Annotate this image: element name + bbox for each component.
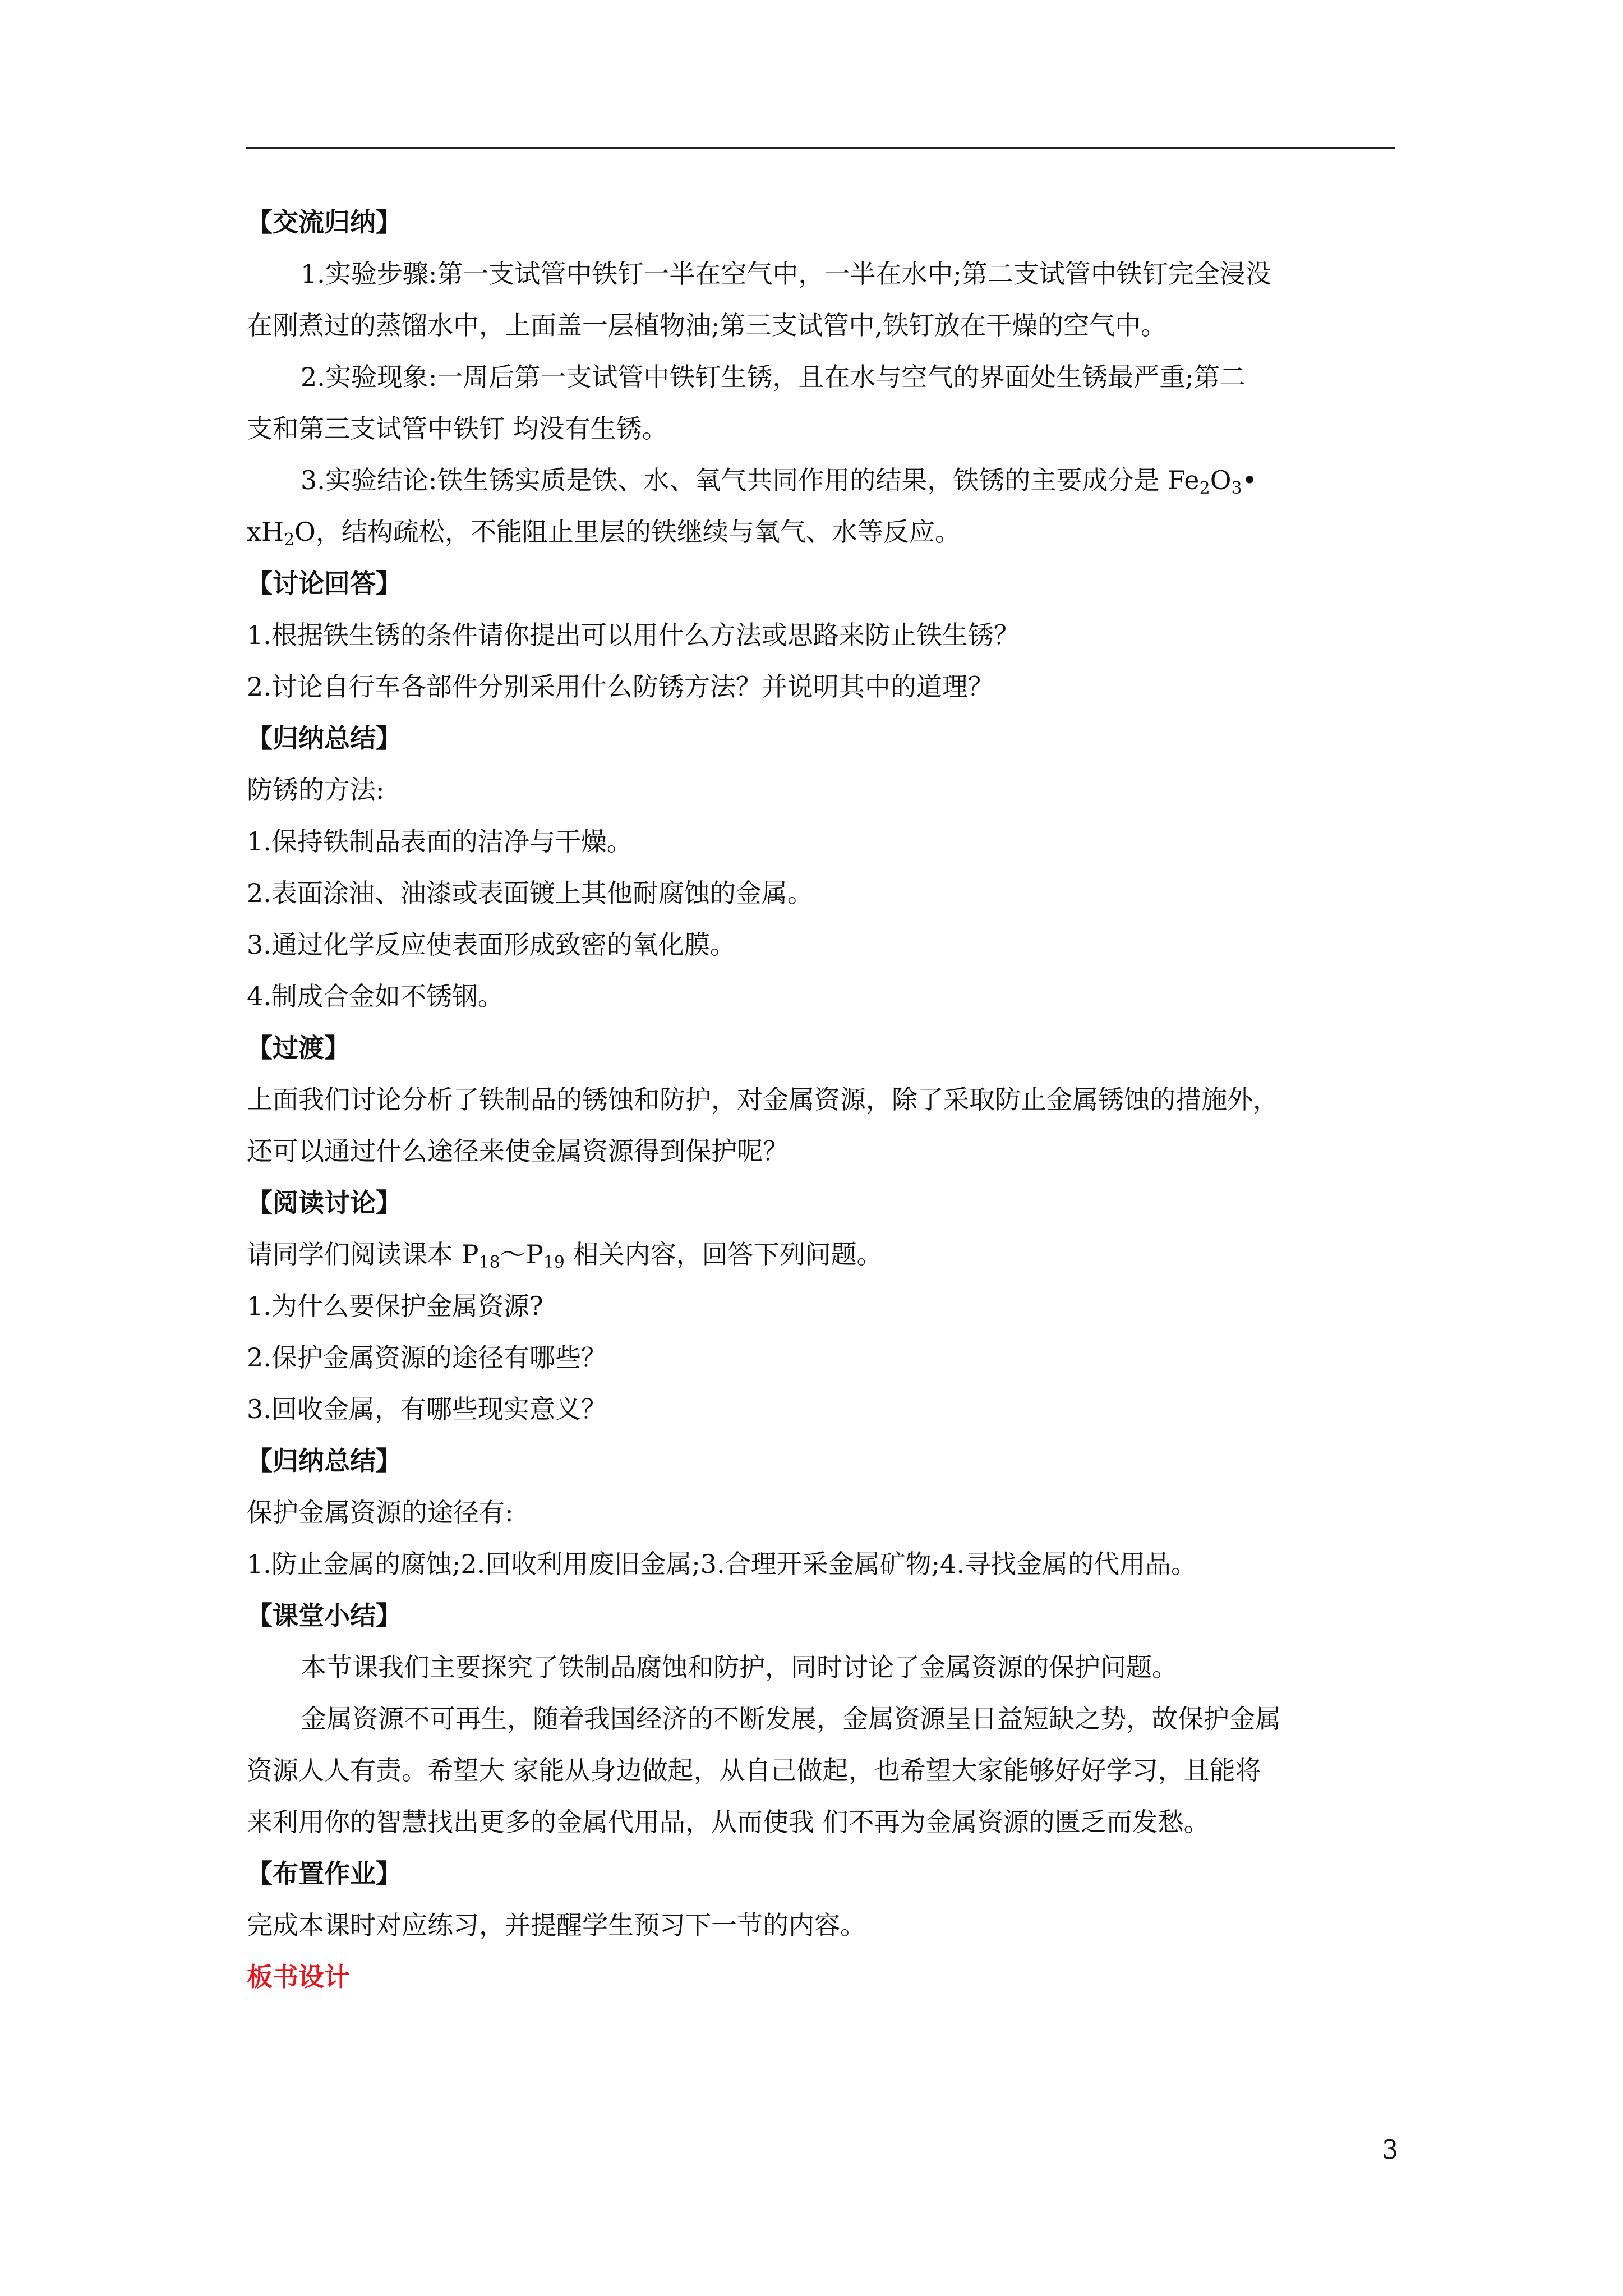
question-line: 2.讨论自行车各部件分别采用什么防锈方法？并说明其中的道理？	[247, 671, 994, 702]
paragraph-line: 保护金属资源的途径有:	[247, 1497, 514, 1527]
question-line: 3.回收金属，有哪些现实意义？	[247, 1394, 607, 1424]
paragraph-line	[247, 1228, 1396, 1280]
text-run: 相关内容，回答下列问题。	[564, 1239, 883, 1269]
subscript: 3	[1231, 478, 1242, 498]
question-line: 1.根据铁生锈的条件请你提出可以用什么方法或思路来防止铁生锈？	[247, 620, 1020, 650]
paragraph-line-formula	[247, 454, 1396, 506]
section-heading-homework: 【布置作业】	[247, 1858, 402, 1889]
list-item: 3.通过化学反应使表面形成致密的氧化膜。	[247, 930, 736, 960]
subscript: 2	[284, 530, 295, 550]
paragraph-line: 还可以通过什么途径来使金属资源得到保护呢？	[247, 1136, 789, 1166]
subscript: 2	[1199, 478, 1210, 498]
text-run: O，结构疏松，不能阻止里层的铁继续与氧气、水等反应。	[294, 517, 961, 547]
list-item: 2.表面涂油、油漆或表面镀上其他耐腐蚀的金属。	[247, 878, 813, 908]
paragraph-line: 本节课我们主要探究了铁制品腐蚀和防护，同时讨论了金属资源的保护问题。	[301, 1652, 1178, 1682]
section-heading-discuss: 【讨论回答】	[247, 568, 402, 599]
list-item: 4.制成合金如不锈钢。	[247, 981, 504, 1011]
subscript: 19	[543, 1253, 565, 1272]
section-heading-transition: 【过渡】	[247, 1033, 350, 1063]
header-rule	[246, 147, 1395, 149]
paragraph-line: 来利用你的智慧找出更多的金属代用品，从而使我 们不再为金属资源的匮乏而发愁。	[247, 1807, 1210, 1837]
paragraph-line: 在刚煮过的蒸馏水中，上面盖一层植物油;第三支试管中,铁钉放在干燥的空气中。	[247, 310, 1167, 341]
page-number: 3	[1382, 2134, 1399, 2165]
section-heading-reading: 【阅读讨论】	[247, 1188, 402, 1218]
text-run: O	[1210, 465, 1232, 495]
list-item: 1.保持铁制品表面的洁净与干燥。	[247, 826, 633, 857]
section-heading-summary: 【归纳总结】	[247, 723, 402, 753]
paragraph-line-formula	[247, 506, 1396, 558]
paragraph-line: 1.实验步骤:第一支试管中铁钉一半在空气中，一半在水中;第二支试管中铁钉完全浸没	[301, 259, 1271, 289]
text-run: ～P	[500, 1239, 543, 1269]
paragraph-line: 防锈的方法:	[247, 775, 385, 805]
paragraph-line: 1.防止金属的腐蚀;2.回收利用废旧金属;3.合理开采金属矿物;4.寻找金属的代用品。	[247, 1549, 1197, 1579]
text-run: 3.实验结论:铁生锈实质是铁、水、氧气共同作用的结果，铁锈的主要成分是 Fe	[301, 465, 1200, 495]
section-heading-exchange: 【交流归纳】	[247, 207, 402, 237]
paragraph-line: 完成本课时对应练习，并提醒学生预习下一节的内容。	[247, 1910, 866, 1940]
subscript: 18	[478, 1253, 500, 1272]
section-heading-summary: 【归纳总结】	[247, 1446, 402, 1476]
question-line: 1.为什么要保护金属资源?	[247, 1291, 543, 1321]
text-run: •	[1242, 465, 1257, 495]
paragraph-line: 金属资源不可再生，随着我国经济的不断发展，金属资源呈日益短缺之势，故保护金属	[301, 1704, 1281, 1734]
paragraph-line: 2.实验现象:一周后第一支试管中铁钉生锈，且在水与空气的界面处生锈最严重;第二	[301, 362, 1246, 392]
board-design-heading: 板书设计	[247, 1962, 350, 1992]
text-run: 请同学们阅读课本 P	[247, 1239, 479, 1269]
question-line: 2.保护金属资源的途径有哪些？	[247, 1342, 607, 1373]
paragraph-line: 上面我们讨论分析了铁制品的锈蚀和防护，对金属资源，除了采取防止金属锈蚀的措施外，	[247, 1084, 1279, 1115]
document-body	[247, 196, 1396, 2003]
paragraph-line: 支和第三支试管中铁钉 均没有生锈。	[247, 413, 668, 444]
text-run: xH	[247, 517, 284, 547]
paragraph-line: 资源人人有责。希望大 家能从身边做起，从自己做起，也希望大家能够好好学习，且能将	[247, 1755, 1261, 1786]
section-heading-class-summary: 【课堂小结】	[247, 1600, 402, 1631]
